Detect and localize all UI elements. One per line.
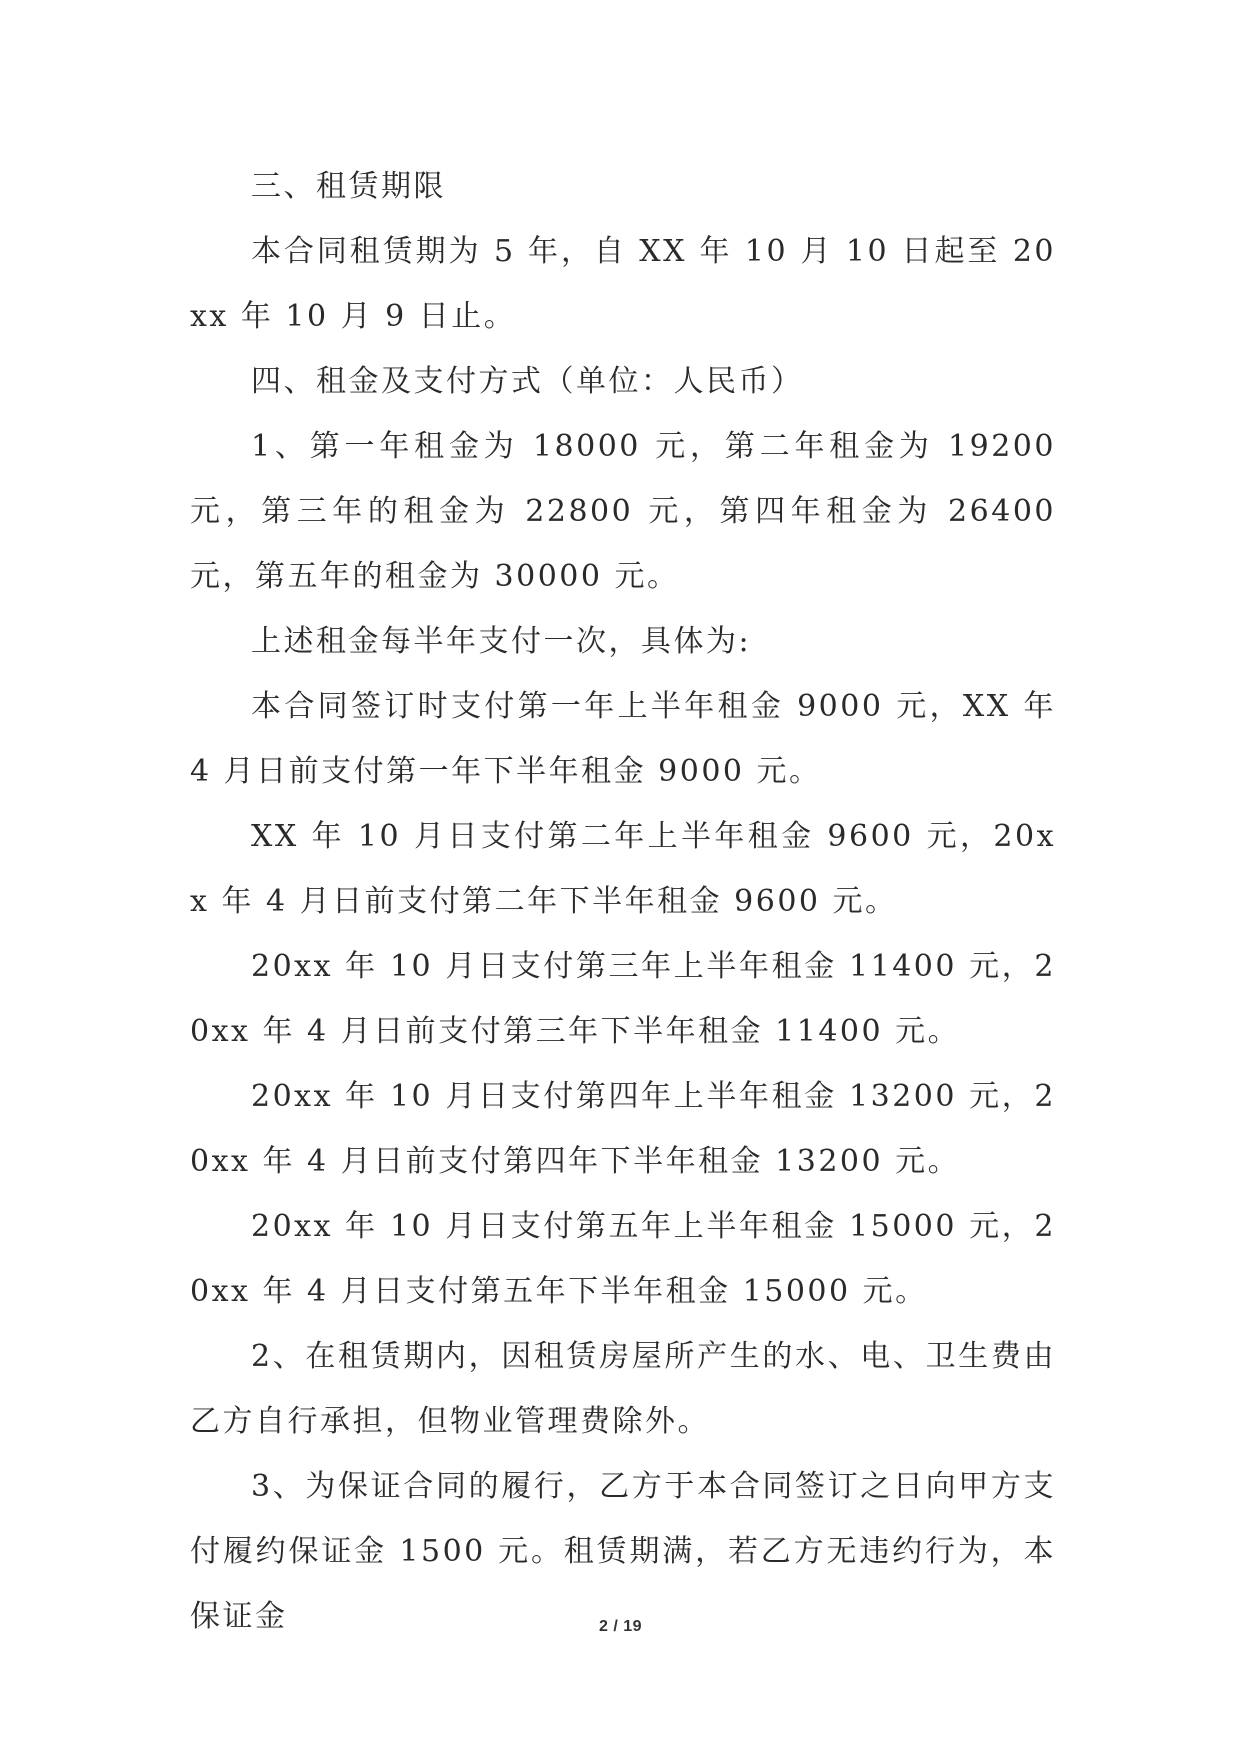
payment-year-5: 20xx 年 10 月日支付第五年上半年租金 15000 元，20xx 年 4 月日支付第五年下半年租金 15000 元。: [190, 1209, 1056, 1309]
page-number: 2 / 19: [598, 1618, 643, 1635]
deposit-clause: 3、为保证合同的履行，乙方于本合同签订之日向甲方支付履约保证金 1500 元。租赁期满，若乙方无违约行为，本保证金: [190, 1469, 1056, 1634]
utilities-clause: 2、在租赁期内，因租赁房屋所产生的水、电、卫生费由乙方自行承担，但物业管理费除外。: [190, 1339, 1056, 1439]
payment-year-1: 本合同签订时支付第一年上半年租金 9000 元，XX 年 4 月日前支付第一年下半年租金 9000 元。: [190, 689, 1056, 789]
payment-year-2: XX 年 10 月日支付第二年上半年租金 9600 元，20xx 年 4 月日前支付第二年下半年租金 9600 元。: [190, 819, 1056, 919]
section-heading-rent-payment: 四、租金及支付方式（单位：人民币）: [251, 364, 804, 399]
section-heading-lease-term: 三、租赁期限: [251, 169, 446, 204]
payment-year-3: 20xx 年 10 月日支付第三年上半年租金 11400 元，20xx 年 4 月日前支付第三年下半年租金 11400 元。: [190, 949, 1056, 1049]
rent-amounts-paragraph: 1、第一年租金为 18000 元，第二年租金为 19200 元，第三年的租金为 22800 元，第四年租金为 26400 元，第五年的租金为 30000 元。: [190, 429, 1056, 594]
document-body: [190, 154, 1056, 1649]
payment-year-4: 20xx 年 10 月日支付第四年上半年租金 13200 元，20xx 年 4 月日前支付第四年下半年租金 13200 元。: [190, 1079, 1056, 1179]
lease-term-paragraph: 本合同租赁期为 5 年，自 XX 年 10 月 10 日起至 20xx 年 10 月 9 日止。: [190, 234, 1056, 334]
payment-schedule-intro: 上述租金每半年支付一次，具体为:: [251, 624, 752, 659]
